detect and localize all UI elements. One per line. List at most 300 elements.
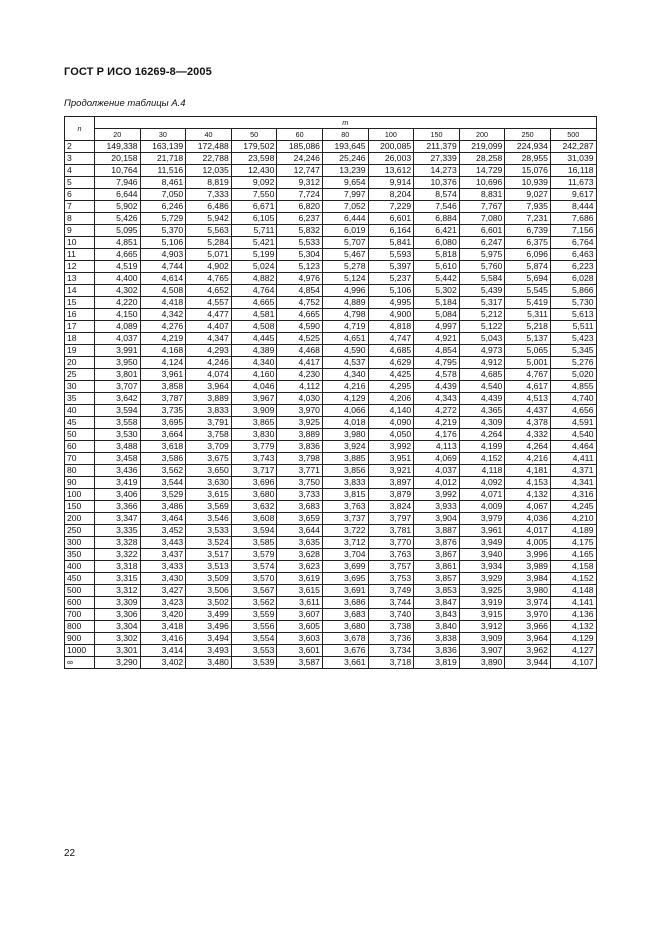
value-cell: 6,644 — [95, 189, 141, 201]
value-cell: 5,124 — [322, 273, 368, 285]
row-n-cell: 8 — [65, 213, 95, 225]
value-cell: 3,644 — [277, 525, 323, 537]
value-cell: 4,973 — [459, 345, 505, 357]
value-cell: 4,765 — [186, 273, 232, 285]
table-row — [65, 417, 597, 429]
value-cell: 5,593 — [368, 249, 414, 261]
value-cell: 3,562 — [231, 597, 277, 609]
row-n-cell: 90 — [65, 477, 95, 489]
value-cell: 3,989 — [505, 561, 551, 573]
value-cell: 3,695 — [140, 417, 186, 429]
value-cell: 4,652 — [186, 285, 232, 297]
value-cell: 6,463 — [550, 249, 596, 261]
value-cell: 4,017 — [505, 525, 551, 537]
table-row — [65, 621, 597, 633]
value-cell: 5,942 — [186, 213, 232, 225]
value-cell: 3,585 — [231, 537, 277, 549]
value-cell: 3,312 — [95, 585, 141, 597]
value-cell: 4,614 — [140, 273, 186, 285]
value-cell: 6,671 — [231, 201, 277, 213]
row-n-cell: 35 — [65, 393, 95, 405]
m-value-header: 50 — [231, 129, 277, 141]
value-cell: 4,220 — [95, 297, 141, 309]
table-row — [65, 213, 597, 225]
value-cell: 4,005 — [505, 537, 551, 549]
value-cell: 7,229 — [368, 201, 414, 213]
value-cell: 5,218 — [505, 321, 551, 333]
value-cell: 3,915 — [459, 609, 505, 621]
value-cell: 4,140 — [368, 405, 414, 417]
value-cell: 27,339 — [414, 153, 460, 165]
value-cell: 172,488 — [186, 141, 232, 153]
value-cell: 5,311 — [505, 309, 551, 321]
value-cell: 3,695 — [322, 573, 368, 585]
value-cell: 4,468 — [277, 345, 323, 357]
value-cell: 7,050 — [140, 189, 186, 201]
value-cell: 8,819 — [186, 177, 232, 189]
value-cell: 3,974 — [505, 597, 551, 609]
value-cell: 8,574 — [414, 189, 460, 201]
value-cell: 3,704 — [322, 549, 368, 561]
value-cell: 3,909 — [231, 405, 277, 417]
value-cell: 3,996 — [505, 549, 551, 561]
value-cell: 4,050 — [368, 429, 414, 441]
value-cell: 3,437 — [140, 549, 186, 561]
table-row — [65, 261, 597, 273]
table-row — [65, 225, 597, 237]
value-cell: 10,376 — [414, 177, 460, 189]
row-n-cell: 40 — [65, 405, 95, 417]
value-cell: 3,964 — [505, 633, 551, 645]
value-cell: 5,212 — [459, 309, 505, 321]
value-cell: 3,897 — [368, 477, 414, 489]
value-cell: 5,106 — [368, 285, 414, 297]
row-n-cell: 9 — [65, 225, 95, 237]
table-row — [65, 321, 597, 333]
value-cell: 5,584 — [459, 273, 505, 285]
value-cell: 3,921 — [368, 465, 414, 477]
value-cell: 3,889 — [186, 393, 232, 405]
value-cell: 3,967 — [231, 393, 277, 405]
value-cell: 4,309 — [459, 417, 505, 429]
value-cell: 4,071 — [459, 489, 505, 501]
value-cell: 5,106 — [140, 237, 186, 249]
value-cell: 4,818 — [368, 321, 414, 333]
value-cell: 3,607 — [277, 609, 323, 621]
value-cell: 3,763 — [322, 501, 368, 513]
value-cell: 3,853 — [414, 585, 460, 597]
value-cell: 5,874 — [505, 261, 551, 273]
value-cell: 3,709 — [186, 441, 232, 453]
value-cell: 3,833 — [186, 405, 232, 417]
value-cell: 3,433 — [140, 561, 186, 573]
value-cell: 3,757 — [368, 561, 414, 573]
value-cell: 5,545 — [505, 285, 551, 297]
value-cell: 7,156 — [550, 225, 596, 237]
value-cell: 3,961 — [459, 525, 505, 537]
value-cell: 4,508 — [231, 321, 277, 333]
value-cell: 14,729 — [459, 165, 505, 177]
value-cell: 4,997 — [414, 321, 460, 333]
m-value-header: 100 — [368, 129, 414, 141]
table-row — [65, 153, 597, 165]
value-cell: 3,744 — [368, 597, 414, 609]
value-cell: 4,996 — [322, 285, 368, 297]
value-cell: 7,997 — [322, 189, 368, 201]
value-cell: 3,691 — [322, 585, 368, 597]
value-cell: 3,934 — [459, 561, 505, 573]
value-cell: 3,615 — [186, 489, 232, 501]
row-n-cell: 700 — [65, 609, 95, 621]
value-cell: 3,302 — [95, 633, 141, 645]
table-body — [65, 141, 597, 669]
value-cell: 4,665 — [277, 309, 323, 321]
value-cell: 3,301 — [95, 645, 141, 657]
m-value-header: 250 — [505, 129, 551, 141]
value-cell: 4,400 — [95, 273, 141, 285]
value-cell: 3,758 — [186, 429, 232, 441]
value-cell: 3,707 — [95, 381, 141, 393]
value-cell: 4,018 — [322, 417, 368, 429]
value-cell: 3,925 — [459, 585, 505, 597]
value-cell: 5,137 — [505, 333, 551, 345]
value-cell: 163,139 — [140, 141, 186, 153]
value-cell: 3,738 — [368, 621, 414, 633]
value-cell: 4,129 — [550, 633, 596, 645]
value-cell: 4,160 — [231, 369, 277, 381]
value-cell: 3,347 — [95, 513, 141, 525]
value-cell: 4,439 — [459, 393, 505, 405]
value-cell: 4,418 — [140, 297, 186, 309]
m-value-header: 200 — [459, 129, 505, 141]
value-cell: 3,984 — [505, 573, 551, 585]
value-cell: 5,071 — [186, 249, 232, 261]
value-cell: 3,919 — [459, 597, 505, 609]
value-cell: 3,797 — [368, 513, 414, 525]
value-cell: 3,722 — [322, 525, 368, 537]
value-cell: 4,508 — [140, 285, 186, 297]
row-n-cell: 45 — [65, 417, 95, 429]
value-cell: 4,912 — [459, 357, 505, 369]
value-cell: 3,680 — [322, 621, 368, 633]
table-row — [65, 273, 597, 285]
value-cell: 6,237 — [277, 213, 323, 225]
value-cell: 4,152 — [550, 573, 596, 585]
value-cell: 3,771 — [277, 465, 323, 477]
value-cell: 4,903 — [140, 249, 186, 261]
value-cell: 3,678 — [322, 633, 368, 645]
value-cell: 5,442 — [414, 273, 460, 285]
value-cell: 3,950 — [95, 357, 141, 369]
value-cell: 4,651 — [322, 333, 368, 345]
value-cell: 3,925 — [277, 417, 323, 429]
value-cell: 3,416 — [140, 633, 186, 645]
value-cell: 3,964 — [186, 381, 232, 393]
table-row — [65, 477, 597, 489]
value-cell: 3,924 — [322, 441, 368, 453]
value-cell: 4,124 — [140, 357, 186, 369]
value-cell: 4,685 — [459, 369, 505, 381]
value-cell: 6,444 — [322, 213, 368, 225]
value-cell: 4,537 — [322, 357, 368, 369]
value-cell: 149,338 — [95, 141, 141, 153]
table-row — [65, 177, 597, 189]
value-cell: 3,661 — [322, 657, 368, 669]
value-cell: 3,615 — [277, 585, 323, 597]
value-cell: 4,744 — [140, 261, 186, 273]
value-cell: 4,767 — [505, 369, 551, 381]
value-cell: 3,328 — [95, 537, 141, 549]
value-cell: 4,854 — [277, 285, 323, 297]
value-cell: 3,608 — [231, 513, 277, 525]
value-cell: 4,148 — [550, 585, 596, 597]
value-cell: 5,610 — [414, 261, 460, 273]
value-cell: 8,461 — [140, 177, 186, 189]
row-n-cell: 16 — [65, 309, 95, 321]
value-cell: 4,036 — [505, 513, 551, 525]
value-cell: 4,437 — [505, 405, 551, 417]
value-cell: 5,122 — [459, 321, 505, 333]
value-cell: 5,237 — [368, 273, 414, 285]
critical-values-table — [64, 116, 597, 669]
value-cell: 9,027 — [505, 189, 551, 201]
table-row — [65, 201, 597, 213]
value-cell: 5,866 — [550, 285, 596, 297]
value-cell: 200,085 — [368, 141, 414, 153]
value-cell: 3,801 — [95, 369, 141, 381]
value-cell: 185,086 — [277, 141, 323, 153]
value-cell: 3,933 — [414, 501, 460, 513]
value-cell: 3,642 — [95, 393, 141, 405]
row-n-cell: 500 — [65, 585, 95, 597]
value-cell: 4,216 — [505, 453, 551, 465]
value-cell: 9,617 — [550, 189, 596, 201]
value-cell: 219,099 — [459, 141, 505, 153]
row-n-cell: 17 — [65, 321, 95, 333]
value-cell: 26,003 — [368, 153, 414, 165]
value-cell: 3,847 — [414, 597, 460, 609]
table-row — [65, 453, 597, 465]
table-row — [65, 585, 597, 597]
value-cell: 4,246 — [186, 357, 232, 369]
value-cell: 4,365 — [459, 405, 505, 417]
value-cell: 3,603 — [277, 633, 323, 645]
value-cell: 5,467 — [322, 249, 368, 261]
value-cell: 10,696 — [459, 177, 505, 189]
value-cell: 3,781 — [368, 525, 414, 537]
value-cell: 3,735 — [140, 405, 186, 417]
value-cell: 3,533 — [186, 525, 232, 537]
value-cell: 3,912 — [459, 621, 505, 633]
value-cell: 16,118 — [550, 165, 596, 177]
value-cell: 3,838 — [414, 633, 460, 645]
m-value-header: 500 — [550, 129, 596, 141]
value-cell: 3,464 — [140, 513, 186, 525]
m-value-header: 20 — [95, 129, 141, 141]
value-cell: 3,414 — [140, 645, 186, 657]
value-cell: 4,513 — [505, 393, 551, 405]
value-cell: 6,421 — [414, 225, 460, 237]
row-n-cell: 80 — [65, 465, 95, 477]
value-cell: 4,158 — [550, 561, 596, 573]
value-cell: 4,153 — [505, 477, 551, 489]
column-label-header: m — [95, 117, 597, 129]
value-cell: 4,425 — [368, 369, 414, 381]
value-cell: 3,836 — [414, 645, 460, 657]
row-n-cell: 400 — [65, 561, 95, 573]
value-cell: 3,961 — [140, 369, 186, 381]
value-cell: 3,865 — [231, 417, 277, 429]
value-cell: 4,176 — [414, 429, 460, 441]
table-row — [65, 657, 597, 669]
value-cell: 3,770 — [368, 537, 414, 549]
value-cell: 3,499 — [186, 609, 232, 621]
value-cell: 5,345 — [550, 345, 596, 357]
value-cell: 9,654 — [322, 177, 368, 189]
value-cell: 3,605 — [277, 621, 323, 633]
value-cell: 3,587 — [277, 657, 323, 669]
value-cell: 3,574 — [231, 561, 277, 573]
value-cell: 4,740 — [550, 393, 596, 405]
value-cell: 4,798 — [322, 309, 368, 321]
value-cell: 4,411 — [550, 453, 596, 465]
value-cell: 3,436 — [95, 465, 141, 477]
value-cell: 4,378 — [505, 417, 551, 429]
value-cell: 10,764 — [95, 165, 141, 177]
value-cell: 4,092 — [459, 477, 505, 489]
value-cell: 4,464 — [550, 441, 596, 453]
value-cell: 6,164 — [368, 225, 414, 237]
value-cell: 4,118 — [459, 465, 505, 477]
value-cell: 7,686 — [550, 213, 596, 225]
value-cell: 6,820 — [277, 201, 323, 213]
value-cell: 3,889 — [277, 429, 323, 441]
value-cell: 3,970 — [277, 405, 323, 417]
value-cell: 4,175 — [550, 537, 596, 549]
value-cell: 14,273 — [414, 165, 460, 177]
value-cell: 3,887 — [414, 525, 460, 537]
value-cell: 6,080 — [414, 237, 460, 249]
value-cell: 5,276 — [550, 357, 596, 369]
value-cell: 8,444 — [550, 201, 596, 213]
value-cell: 3,586 — [140, 453, 186, 465]
value-cell: 4,854 — [414, 345, 460, 357]
value-cell: 3,322 — [95, 549, 141, 561]
value-cell: 6,601 — [368, 213, 414, 225]
value-cell: 3,940 — [459, 549, 505, 561]
value-cell: 4,347 — [186, 333, 232, 345]
value-cell: 3,315 — [95, 573, 141, 585]
value-cell: 6,223 — [550, 261, 596, 273]
value-cell: 3,423 — [140, 597, 186, 609]
value-cell: 3,879 — [368, 489, 414, 501]
value-cell: 7,946 — [95, 177, 141, 189]
value-cell: 4,855 — [550, 381, 596, 393]
value-cell: 3,458 — [95, 453, 141, 465]
value-cell: 12,035 — [186, 165, 232, 177]
value-cell: 4,685 — [368, 345, 414, 357]
row-n-cell: 3 — [65, 153, 95, 165]
value-cell: 5,043 — [459, 333, 505, 345]
value-cell: 5,760 — [459, 261, 505, 273]
value-cell: 4,132 — [550, 621, 596, 633]
value-cell: 11,673 — [550, 177, 596, 189]
table-row — [65, 165, 597, 177]
value-cell: 3,736 — [368, 633, 414, 645]
value-cell: 4,112 — [277, 381, 323, 393]
value-cell: 3,675 — [186, 453, 232, 465]
value-cell: 4,012 — [414, 477, 460, 489]
value-cell: 4,206 — [368, 393, 414, 405]
value-cell: 11,516 — [140, 165, 186, 177]
value-cell: 4,665 — [231, 297, 277, 309]
value-cell: 3,840 — [414, 621, 460, 633]
value-cell: 3,659 — [277, 513, 323, 525]
value-cell: 5,084 — [414, 309, 460, 321]
value-cell: 22,788 — [186, 153, 232, 165]
table-row — [65, 549, 597, 561]
value-cell: 3,904 — [414, 513, 460, 525]
value-cell: 4,417 — [277, 357, 323, 369]
value-cell: 5,024 — [231, 261, 277, 273]
value-cell: 3,554 — [231, 633, 277, 645]
value-cell: 3,791 — [186, 417, 232, 429]
value-cell: 3,562 — [140, 465, 186, 477]
value-cell: 3,418 — [140, 621, 186, 633]
value-cell: 5,707 — [322, 237, 368, 249]
table-row — [65, 285, 597, 297]
value-cell: 4,439 — [414, 381, 460, 393]
value-cell: 5,065 — [505, 345, 551, 357]
value-cell: 8,831 — [459, 189, 505, 201]
m-value-header: 80 — [322, 129, 368, 141]
value-cell: 3,867 — [414, 549, 460, 561]
value-cell: 3,306 — [95, 609, 141, 621]
row-n-cell: 50 — [65, 429, 95, 441]
row-n-cell: 25 — [65, 369, 95, 381]
value-cell: 4,389 — [231, 345, 277, 357]
value-cell: 4,445 — [231, 333, 277, 345]
value-cell: 4,407 — [186, 321, 232, 333]
m-value-header: 150 — [414, 129, 460, 141]
value-cell: 4,902 — [186, 261, 232, 273]
value-cell: 5,729 — [140, 213, 186, 225]
value-cell: 3,836 — [277, 441, 323, 453]
value-cell: 3,530 — [95, 429, 141, 441]
table-row — [65, 489, 597, 501]
value-cell: 4,590 — [277, 321, 323, 333]
value-cell: 4,066 — [322, 405, 368, 417]
value-cell: 4,332 — [505, 429, 551, 441]
value-cell: 10,939 — [505, 177, 551, 189]
value-cell: 4,295 — [368, 381, 414, 393]
value-cell: 3,798 — [277, 453, 323, 465]
row-n-cell: 2 — [65, 141, 95, 153]
value-cell: 4,665 — [95, 249, 141, 261]
value-cell: 3,750 — [277, 477, 323, 489]
value-cell: 5,302 — [414, 285, 460, 297]
value-cell: 4,067 — [505, 501, 551, 513]
value-cell: 4,851 — [95, 237, 141, 249]
value-cell: 20,158 — [95, 153, 141, 165]
value-cell: 13,612 — [368, 165, 414, 177]
table-row — [65, 297, 597, 309]
row-n-cell: 5 — [65, 177, 95, 189]
value-cell: 4,752 — [277, 297, 323, 309]
value-cell: 4,591 — [550, 417, 596, 429]
value-cell: 5,199 — [231, 249, 277, 261]
value-cell: 3,402 — [140, 657, 186, 669]
